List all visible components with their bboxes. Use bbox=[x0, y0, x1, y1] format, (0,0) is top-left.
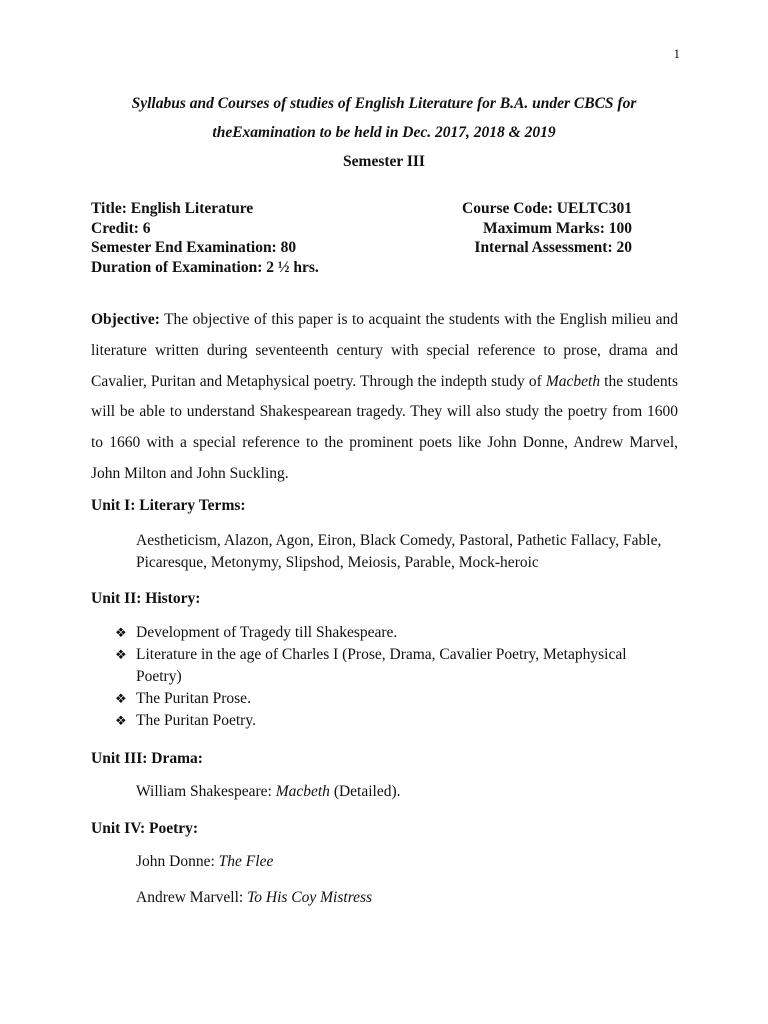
diamond-bullet-icon: ❖ bbox=[115, 647, 127, 662]
unit-1-heading: Unit I: Literary Terms: bbox=[91, 497, 246, 514]
page-number: 1 bbox=[673, 46, 680, 61]
poem-title: To His Coy Mistress bbox=[247, 889, 373, 906]
list-item-text: Literature in the age of Charles I (Prose, Drama, Cavalier Poetry, Metaphysical Poetry) bbox=[136, 646, 627, 685]
diamond-bullet-icon: ❖ bbox=[115, 691, 127, 706]
poem-title: The Flee bbox=[218, 853, 274, 870]
poet-name: John Donne: bbox=[136, 853, 219, 870]
unit-4-poem-entry bbox=[136, 853, 273, 871]
unit-1-literary-terms: Aestheticism, Alazon, Agon, Eiron, Black Comedy, Pastoral, Pathetic Fallacy, Fable, Picaresque, Metonymy, Slipshod, Meiosis, Parable, Mock-heroic bbox=[136, 532, 662, 571]
objective-text-2: the students will be able to understand Shakespearean tragedy. They will also study the poetry from 1600 to 1660 with a special reference to the prominent poets like John Donne, Andrew Marvel, John Milton and John Suckling. bbox=[91, 372, 679, 482]
objective-text-1: The objective of this paper is to acquaint the students with the English milieu and literature written during seventeenth century with special reference to prose, drama and Cavalier, Puritan and Metaphysical poetry. Through the indepth study of bbox=[91, 311, 678, 390]
list-item bbox=[115, 622, 675, 644]
exam-duration: Duration of Examination: 2 ½ hrs. bbox=[91, 258, 319, 276]
course-info-row bbox=[91, 199, 632, 219]
unit-2-topic-list bbox=[115, 622, 675, 732]
maximum-marks: Maximum Marks: 100 bbox=[483, 219, 632, 237]
course-code: Course Code: UELTC301 bbox=[462, 200, 632, 217]
unit-2-heading: Unit II: History: bbox=[91, 590, 201, 607]
objective-paragraph bbox=[91, 305, 678, 490]
drama-title: Macbeth bbox=[275, 783, 330, 800]
diamond-bullet-icon: ❖ bbox=[115, 625, 127, 640]
poet-name: Andrew Marvell: bbox=[136, 889, 248, 906]
semester-end-exam-marks: Semester End Examination: 80 bbox=[91, 239, 297, 257]
drama-note: (Detailed). bbox=[329, 783, 401, 800]
unit-3-heading: Unit III: Drama: bbox=[91, 750, 203, 767]
objective-label: Objective: bbox=[91, 311, 160, 328]
semester-heading: Semester III bbox=[343, 153, 425, 170]
list-item bbox=[115, 688, 675, 710]
list-item-text: Development of Tragedy till Shakespeare. bbox=[136, 624, 398, 641]
list-item-text: The Puritan Prose. bbox=[136, 690, 251, 707]
course-info-row bbox=[91, 238, 632, 258]
course-info-row bbox=[91, 258, 632, 278]
course-credit: Credit: 6 bbox=[91, 219, 151, 237]
internal-assessment-marks: Internal Assessment: 20 bbox=[474, 239, 632, 257]
document-title-line-1: Syllabus and Courses of studies of English Literature for B.A. under CBCS for bbox=[131, 95, 637, 112]
diamond-bullet-icon: ❖ bbox=[115, 713, 127, 728]
unit-4-heading: Unit IV: Poetry: bbox=[91, 820, 199, 837]
unit-4-poem-entry bbox=[136, 889, 372, 907]
list-item-text: The Puritan Poetry. bbox=[136, 712, 256, 729]
list-item bbox=[115, 710, 675, 732]
course-info-row bbox=[91, 219, 632, 239]
course-info bbox=[91, 199, 632, 277]
drama-author: William Shakespeare: bbox=[136, 783, 276, 800]
list-item bbox=[115, 644, 675, 688]
objective-italic-title: Macbeth bbox=[545, 372, 601, 390]
unit-3-drama-entry bbox=[136, 783, 401, 801]
course-title: Title: English Literature bbox=[91, 200, 254, 217]
document-title-line-2: theExamination to be held in Dec. 2017, 2018 & 2019 bbox=[212, 124, 556, 141]
